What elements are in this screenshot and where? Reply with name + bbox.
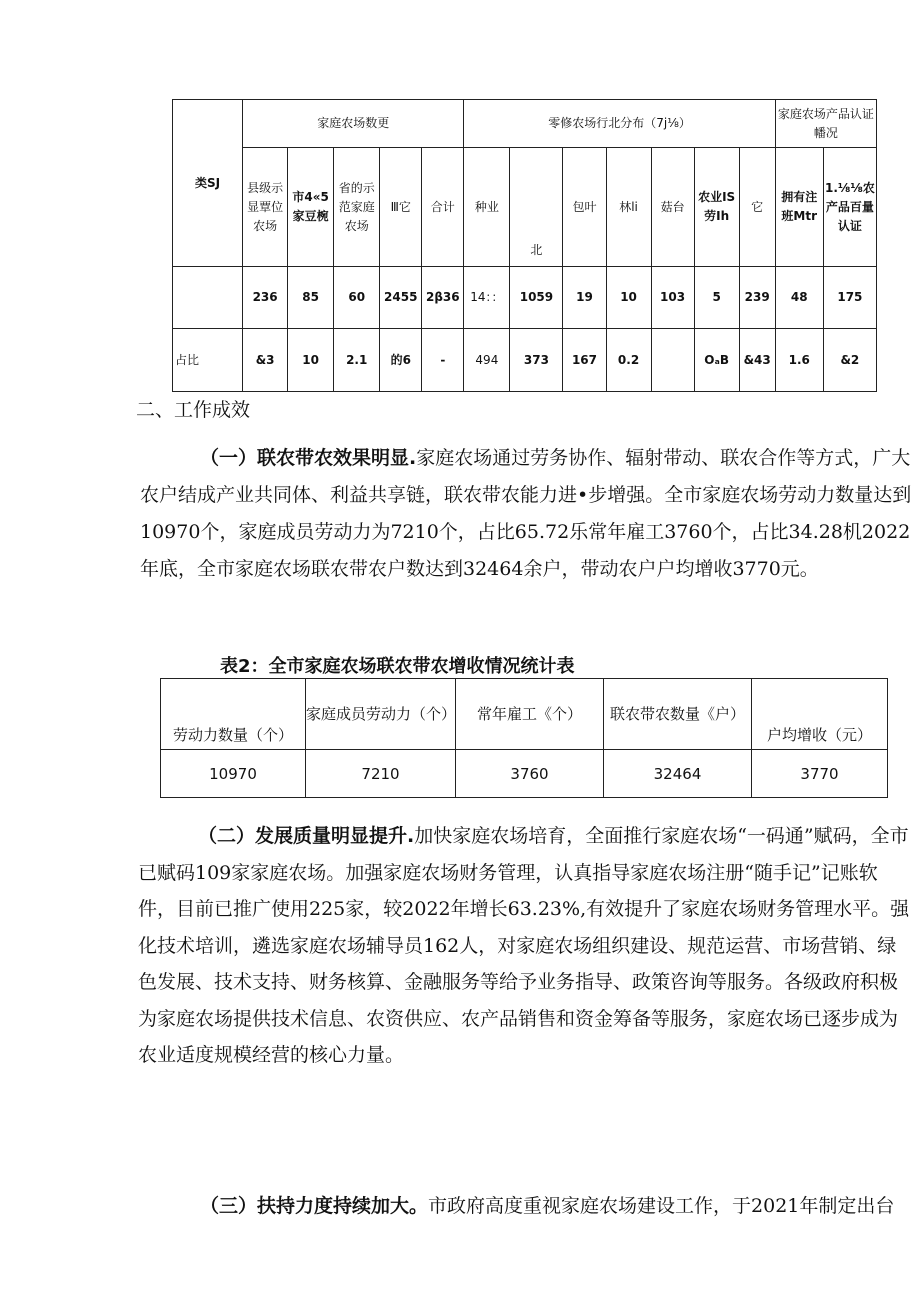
- col-header: 农业IS劳Ih: [694, 148, 739, 267]
- col-header: 劳动力数量（个）: [161, 679, 306, 750]
- table-cell: 32464: [604, 750, 752, 798]
- table-cell: 10: [288, 329, 334, 392]
- table-cell: [651, 329, 694, 392]
- col-header: 种业: [464, 148, 510, 267]
- table-cell: 2β36: [422, 267, 464, 329]
- row-header-cell: 类SJ: [173, 100, 243, 267]
- col-header: 省的示范家庭农场: [334, 148, 380, 267]
- section-title: 二、工作成效: [136, 399, 251, 421]
- table-cell: 175: [823, 267, 876, 329]
- col-header: Ⅲ它: [380, 148, 422, 267]
- table-cell: &3: [243, 329, 288, 392]
- table-cell: 的6: [380, 329, 422, 392]
- col-header: 户均增收（元）: [752, 679, 888, 750]
- paragraph-lead: （三）扶持力度持续加大。: [200, 1195, 429, 1217]
- table-cell: 10: [606, 267, 651, 329]
- table-cell: 2455: [380, 267, 422, 329]
- group-header-industry-distribution: 零修农场行北分布（7j⅛）: [464, 100, 775, 148]
- col-header: 包叶: [563, 148, 606, 267]
- table-cell: -: [422, 329, 464, 392]
- table-cell: 60: [334, 267, 380, 329]
- table-cell: 239: [739, 267, 775, 329]
- table-cell: 3770: [752, 750, 888, 798]
- col-header: 菇台: [651, 148, 694, 267]
- table-cell: 3760: [456, 750, 604, 798]
- paragraph-1: [140, 440, 912, 588]
- col-header: 它: [739, 148, 775, 267]
- group-header-farm-count: 家庭农场数更: [243, 100, 464, 148]
- col-header: 拥有注班Mtr: [775, 148, 823, 267]
- table-cell: 103: [651, 267, 694, 329]
- table-cell: 10970: [161, 750, 306, 798]
- income-statistics-table: [160, 678, 888, 798]
- col-header: 县级示显覃位农场: [243, 148, 288, 267]
- table-cell: 1.6: [775, 329, 823, 392]
- farm-statistics-table: [172, 99, 877, 392]
- col-header: 联农带农数量《户）: [604, 679, 752, 750]
- table-cell: 167: [563, 329, 606, 392]
- table-cell: 7210: [306, 750, 456, 798]
- paragraph-2: [138, 818, 912, 1074]
- row-label: 占比: [173, 329, 243, 392]
- col-header: 家庭成员劳动力（个）: [306, 679, 456, 750]
- col-header: 市4«5家豆椀: [288, 148, 334, 267]
- col-header: 常年雇工《个）: [456, 679, 604, 750]
- paragraph-lead: （二）发展质量明显提升.: [198, 825, 415, 847]
- paragraph-3: [140, 1188, 912, 1225]
- row-label: [173, 267, 243, 329]
- table-cell: 373: [510, 329, 563, 392]
- col-header: 林li: [606, 148, 651, 267]
- table-cell: &2: [823, 329, 876, 392]
- table-2-caption: 表2：全市家庭农场联农带农增收情况统计表: [220, 656, 575, 677]
- table-cell: 48: [775, 267, 823, 329]
- table-cell: &43: [739, 329, 775, 392]
- table-cell: OₐB: [694, 329, 739, 392]
- table-cell: 19: [563, 267, 606, 329]
- table-cell: 85: [288, 267, 334, 329]
- col-header: 北: [510, 148, 563, 267]
- table-cell: 1059: [510, 267, 563, 329]
- table-cell: 494: [464, 329, 510, 392]
- table-cell: 5: [694, 267, 739, 329]
- col-header: 合计: [422, 148, 464, 267]
- table-cell: 0.2: [606, 329, 651, 392]
- col-header: 1.⅛⅛农产品百量认证: [823, 148, 876, 267]
- table-cell: 236: [243, 267, 288, 329]
- paragraph-lead: （一）联农带农效果明显.: [200, 447, 417, 469]
- paragraph-body: 加快家庭农场培育，全面推行家庭农场“一码通”赋码，全市已赋码109家家庭农场。加强家庭农场财务管理，认真指导家庭农场注册“随手记”记账软件，目前已推广使用225家，较2022年增长63.23%,有效提升了家庭农场财务管理水平。强化技术培训，遴选家庭农场辅导员162人，对家庭农场组织建设、规范运营、市场营销、绿色发展、技术支持、财务核算、金融服务等给予业务指导、政策咨询等服务。各级政府积极为家庭农场提供技术信息、农资供应、农产品销售和资金筹备等服务，家庭农场已逐步成为农业适度规模经营的核心力量。: [138, 825, 910, 1066]
- table-cell: 14：：: [464, 267, 510, 329]
- table-cell: 2.1: [334, 329, 380, 392]
- group-header-certification: 家庭农场产品认证幡况: [775, 100, 876, 148]
- paragraph-body: 家庭农场通过劳务协作、辐射带动、联农合作等方式，广大农户结成产业共同体、利益共享链，联农带农能力进•步增强。全市家庭农场劳动力数量达到10970个，家庭成员劳动力为7210个，占比65.72乐常年雇工3760个，占比34.28机2022年底，全市家庭农场联农带农户数达到32464余户，带动农户户均增收3770元。: [140, 447, 912, 580]
- paragraph-body: 市政府高度重视家庭农场建设工作，于2021年制定出台: [428, 1195, 895, 1217]
